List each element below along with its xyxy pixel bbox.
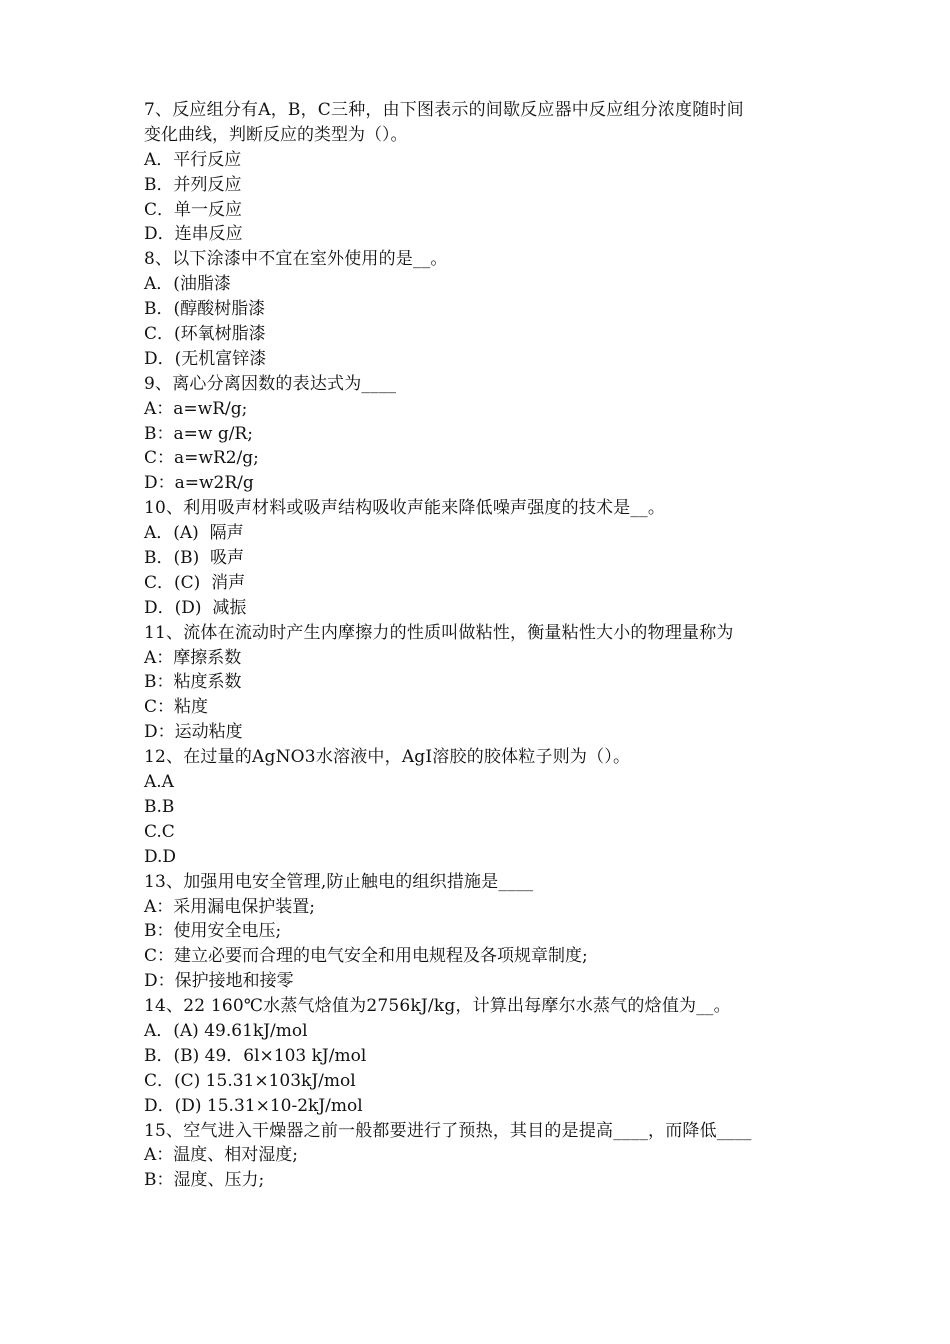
- question-14-option-c: C．(C) 15.31×103kJ/mol: [144, 1070, 356, 1091]
- question-11-option-b: B：粘度系数: [144, 672, 242, 693]
- question-10-option-d: D．(D) 减振: [144, 597, 247, 618]
- question-9-option-a: A：a=wR/g;: [144, 398, 248, 419]
- question-8-option-c: C．(环氧树脂漆: [144, 324, 266, 345]
- question-8-option-b: B．(醇酸树脂漆: [144, 299, 266, 320]
- question-14-title: 14、22 160℃水蒸气焓值为2756kJ/kg，计算出每摩尔水蒸气的焓值为__。: [144, 996, 731, 1017]
- question-11-option-d: D：运动粘度: [144, 722, 243, 743]
- question-13-option-a: A：采用漏电保护装置;: [144, 896, 316, 917]
- question-12-option-d: D.D: [144, 846, 177, 867]
- question-14-option-d: D．(D) 15.31×10-2kJ/mol: [144, 1095, 363, 1116]
- question-14-option-b: B．(B) 49．6l×103 kJ/mol: [144, 1045, 367, 1066]
- question-7-option-b: B．并列反应: [144, 174, 242, 195]
- question-12-option-c: C.C: [144, 821, 175, 842]
- question-8-option-d: D．(无机富锌漆: [144, 348, 267, 369]
- question-13-title: 13、加强用电安全管理,防止触电的组织措施是____: [144, 871, 534, 892]
- question-10-option-b: B．(B) 吸声: [144, 548, 245, 569]
- question-7-option-c: C．单一反应: [144, 199, 243, 220]
- question-11-title: 11、流体在流动时产生内摩擦力的性质叫做粘性，衡量粘性大小的物理量称为: [144, 622, 734, 643]
- question-13-option-d: D：保护接地和接零: [144, 971, 294, 992]
- question-10-option-c: C．(C) 消声: [144, 572, 246, 593]
- question-9-title: 9、离心分离因数的表达式为____: [144, 373, 397, 394]
- question-7-option-a: A．平行反应: [144, 149, 242, 170]
- question-10-title: 10、利用吸声材料或吸声结构吸收声能来降低噪声强度的技术是__。: [144, 498, 666, 519]
- question-9-option-c: C：a=wR2/g;: [144, 448, 259, 469]
- question-12-title: 12、在过量的AgNO3水溶液中，AgI溶胶的胶体粒子则为（）。: [144, 747, 631, 768]
- question-9-option-d: D：a=w2R/g: [144, 473, 254, 494]
- question-11-option-c: C：粘度: [144, 697, 209, 718]
- question-9-option-b: B：a=w g/R;: [144, 423, 253, 444]
- question-11-option-a: A：摩擦系数: [144, 647, 242, 668]
- question-15-option-b: B：湿度、压力;: [144, 1170, 265, 1191]
- question-13-option-b: B：使用安全电压;: [144, 921, 282, 942]
- question-12-option-a: A.A: [144, 772, 174, 793]
- question-8-option-a: A．(油脂漆: [144, 274, 231, 295]
- question-12-option-b: B.B: [144, 796, 175, 817]
- question-10-option-a: A．(A) 隔声: [144, 523, 244, 544]
- question-13-option-c: C：建立必要而合理的电气安全和用电规程及各项规章制度;: [144, 946, 588, 967]
- question-7-option-d: D．连串反应: [144, 224, 243, 245]
- document-page: [144, 98, 824, 1193]
- question-15-title: 15、空气进入干燥器之前一般都要进行了预热，其目的是提高____，而降低____: [144, 1120, 752, 1141]
- question-8-title: 8、以下涂漆中不宜在室外使用的是__。: [144, 249, 448, 270]
- question-14-option-a: A．(A) 49.61kJ/mol: [144, 1020, 308, 1041]
- question-7-line-2: 变化曲线，判断反应的类型为（）。: [144, 124, 408, 145]
- question-15-option-a: A：温度、相对湿度;: [144, 1145, 299, 1166]
- question-7-line-1: 7、反应组分有A，B，C三种，由下图表示的间歇反应器中反应组分浓度随时间: [144, 100, 744, 120]
